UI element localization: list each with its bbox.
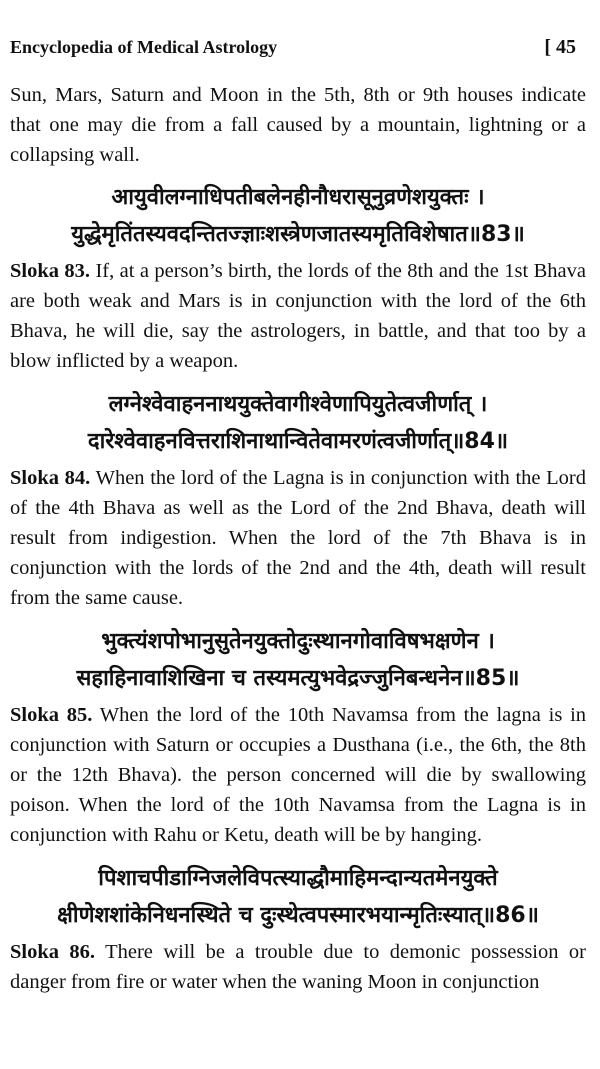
sloka-text: There will be a trouble due to demonic possession or danger from fire or water when the waning Moon in conjunction bbox=[10, 941, 586, 993]
sloka-text: When the lord of the 10th Navamsa from the lagna is in conjunction with Saturn or occupies a Dusthana (i.e., the 6th, the 8th or the 12th Bhava). the person concerned will die by swallowing poison. When the lord of the 10th Navamsa from the Lagna is in conjunction with Rahu or Ketu, death will be by hanging. bbox=[10, 704, 587, 846]
sloka-text: When the lord of the Lagna is in conjunction with the Lord of the 4th Bhava as well as the Lord of the 2nd Bhava, death will result from indigestion. When the lord of the 7th Bhava is in conjunction with the lords of the 2nd and the 4th, death will result from the same cause. bbox=[10, 467, 587, 609]
sloka-86-translation bbox=[10, 937, 586, 997]
verse-86 bbox=[10, 860, 586, 934]
sloka-83-translation bbox=[10, 256, 586, 376]
page-number: [ 45 bbox=[544, 36, 576, 58]
verse-line: आयुवीलग्नाधिपतीबलेनहीनौधरासूनुव्रणेशयुक्तः । bbox=[111, 185, 485, 210]
sloka-label: Sloka 83. bbox=[10, 260, 91, 282]
sloka-text: If, at a person’s birth, the lords of the 8th and the 1st Bhava are both weak and Mars is in conjunction with the lord of the 6th Bhava, he will die, say the astrologers, in battle, and that too by a blow inflicted by a weapon. bbox=[10, 260, 587, 372]
verse-84 bbox=[10, 386, 586, 460]
sloka-84-translation bbox=[10, 463, 586, 613]
verse-line: युद्धेमृतिंतस्यवदन्तितज्ज्ञाःशस्त्रेणजातस्यमृतिविशेषात॥83॥ bbox=[71, 222, 525, 247]
verse-line: भुक्त्यंशपोभानुसुतेनयुक्तोदुःस्थानगोवाविषभक्षणेन । bbox=[101, 629, 495, 654]
sloka-85-translation bbox=[10, 700, 586, 850]
running-title: Encyclopedia of Medical Astrology bbox=[10, 37, 278, 57]
verse-line: क्षीणेशशांकेनिधनस्थिते च दुःस्थेत्वपस्मारभयान्मृतिःस्यात्॥86॥ bbox=[57, 903, 539, 928]
sloka-label: Sloka 85. bbox=[10, 704, 93, 726]
verse-line: दारेश्वेवाहनवित्तराशिनाथान्वितेवामरणंत्वजीर्णात्॥84॥ bbox=[87, 429, 509, 454]
verse-line: पिशाचपीडाग्निजलेविपत्स्याद्धौमाहिमन्दान्यतमेनयुक्ते bbox=[98, 866, 498, 891]
verse-83 bbox=[10, 179, 586, 253]
sloka-label: Sloka 84. bbox=[10, 467, 91, 489]
verse-85 bbox=[10, 623, 586, 697]
intro-paragraph: Sun, Mars, Saturn and Moon in the 5th, 8th or 9th houses indicate that one may die from a fall caused by a mountain, lightning or a collapsing wall. bbox=[10, 84, 586, 166]
page-header bbox=[10, 36, 586, 66]
verse-line: लग्नेश्वेवाहननाथयुक्तेवागीश्वेणापियुतेत्वजीर्णात् । bbox=[108, 392, 488, 417]
sloka-label: Sloka 86. bbox=[10, 941, 96, 963]
verse-line: सहाहिनावाशिखिना च तस्यमत्युभवेद्रज्जुनिबन्धनेन॥85॥ bbox=[76, 666, 520, 691]
